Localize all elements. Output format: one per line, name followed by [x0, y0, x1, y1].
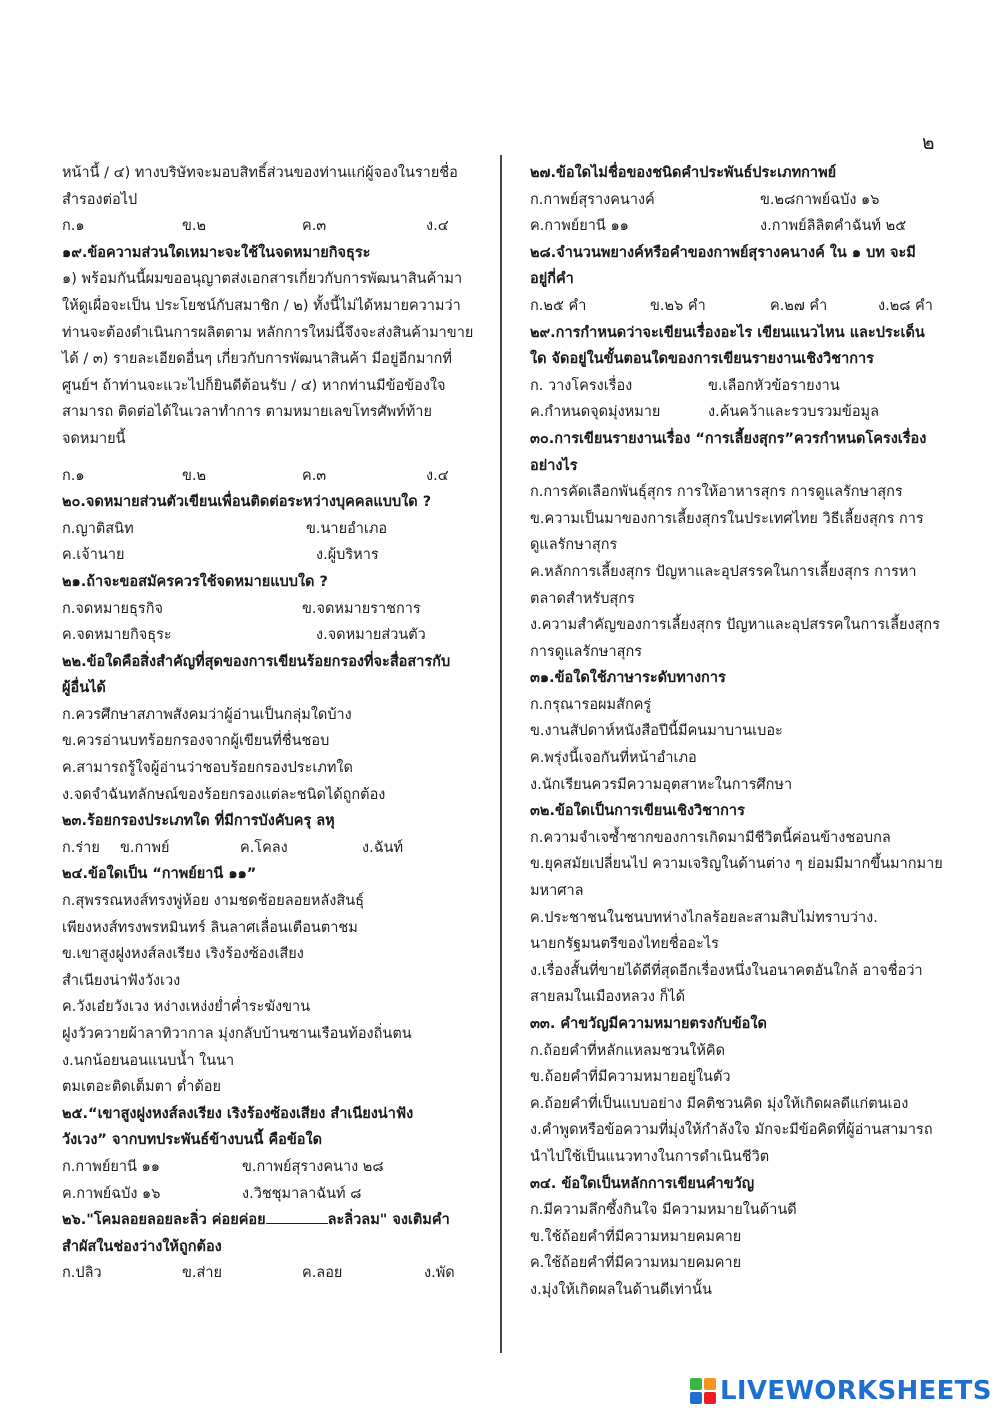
option[interactable]: ค.สามารถรู้ใจผู้อ่านว่าชอบร้อยกรองประเภทใด: [62, 760, 353, 777]
option[interactable]: ข.ควรอ่านบทร้อยกรองจากผู้เขียนที่ชื่นชอบ: [62, 733, 330, 750]
intro-options: [62, 213, 472, 240]
q32-option-text[interactable]: ข.ยุคสมัยเปลี่ยนไป ความเจริญในด้านต่าง ๆ ย่อมมีมากขึ้นมากมาย: [530, 856, 943, 873]
option[interactable]: ค.กาพย์ฉบัง ๑๖: [62, 1185, 161, 1202]
q21-options-row-1: [62, 596, 472, 623]
option[interactable]: ค.ลอย: [302, 1265, 343, 1282]
q19-text: จดหมายนี้: [62, 430, 126, 447]
question-30-cont: อย่างไร: [530, 457, 578, 474]
option[interactable]: ง.ฉันท์: [362, 839, 404, 856]
option[interactable]: ค.จดหมายกิจธุระ: [62, 627, 172, 644]
question-26-cont: สำผัสในช่องว่างให้ถูกต้อง: [62, 1238, 222, 1255]
question-34: ๓๔. ข้อใดเป็นหลักการเขียนคำขวัญ: [530, 1175, 755, 1192]
option[interactable]: ง.พัด: [424, 1265, 455, 1282]
option[interactable]: ข.๒: [182, 218, 207, 235]
q24-option-text: ฝูงวัวควายผ้าลาทิวากาล มุ่งกลับบ้านซานเรือนท้องถิ่นตน: [62, 1026, 412, 1042]
q32-option-text[interactable]: นายกรัฐมนตรีของไทยชื่ออะไร: [530, 936, 719, 953]
option[interactable]: ค.เจ้านาย: [62, 547, 125, 564]
q30-option-text[interactable]: ดูแลรักษาสุกร: [530, 537, 618, 554]
q24-option-text: ก.สุพรรณหงส์ทรงพู่ห้อย งามชดช้อยลอยหลังสินธุ์: [62, 893, 364, 910]
q20-options-row-1: [62, 516, 472, 543]
question-25: ๒๕.“เขาสูงฝูงหงส์ลงเรียง เริงร้องซ้องเสียง สำเนียงน่าฟัง: [62, 1105, 414, 1122]
option[interactable]: ก.๑: [62, 218, 85, 235]
option[interactable]: ข.นายอำเภอ: [306, 520, 388, 537]
question-22-cont: ผู้อื่นได้: [62, 680, 106, 697]
q24-option-text: ง.นกน้อยนอนแนบน้ำ ในนา: [62, 1052, 235, 1069]
option[interactable]: ข.กาพย์: [120, 839, 170, 856]
option[interactable]: ง.วิชชุมาลาฉันท์ ๘: [242, 1185, 362, 1202]
intro-line-2: สำรองต่อไป: [62, 191, 138, 208]
q33-option-text[interactable]: ข.ถ้อยคำที่มีความหมายอยู่ในตัว: [530, 1069, 731, 1086]
question-27: ๒๗.ข้อใดไม่ชื่อของชนิดคำประพันธ์ประเภทกาพย์: [530, 165, 837, 181]
option[interactable]: ก.กรุณารอผมสักครู่: [530, 696, 652, 713]
option[interactable]: ค.กำหนดจุดมุ่งหมาย: [530, 404, 661, 421]
option[interactable]: ข.งานสัปดาห์หนังสือปีนี้มีคนมาบานเบอะ: [530, 723, 783, 740]
option[interactable]: ง.จดจำฉันทลักษณ์ของร้อยกรองแต่ละชนิดได้ถูกต้อง: [62, 786, 386, 803]
option[interactable]: ข.เลือกหัวข้อรายงาน: [708, 377, 840, 394]
question-28: ๒๘.จำนวนพยางค์หรือคำของกาพย์สุรางคนางค์ ใน ๑ บท จะมี: [530, 244, 916, 261]
question-30: ๓๐.การเขียนรายงานเรื่อง “การเลี้ยงสุกร”ควรกำหนดโครงเรื่อง: [530, 430, 927, 447]
q19-text: ได้ / ๓) รายละเอียดอื่นๆ เกี่ยวกับการพัฒนาสินค้า มีอยู่อีกมากที่: [62, 351, 452, 368]
q33-option-text[interactable]: ง.คำพูดหรือข้อความที่มุ่งให้กำลังใจ มักจะมีข้อคิดที่ผู้อ่านสามารถ: [530, 1122, 933, 1139]
liveworksheets-logo-icon: [690, 1378, 716, 1404]
question-21: ๒๑.ถ้าจะขอสมัครควรใช้จดหมายแบบใด ?: [62, 573, 328, 590]
question-23: ๒๓.ร้อยกรองประเภทใด ที่มีการบังคับครุ ลหุ: [62, 813, 335, 830]
question-22: ๒๒.ข้อใดคือสิ่งสำคัญที่สุดของการเขียนร้อยกรองที่จะสื่อสารกับ: [62, 653, 451, 670]
q19-text: ๑) พร้อมกันนี้ผมขออนุญาตส่งเอกสารเกี่ยวกับการพัฒนาสินค้ามา: [62, 271, 463, 288]
q29-options-row-1: [530, 373, 945, 400]
q23-options: [62, 835, 472, 862]
option[interactable]: ข.กาพย์สุรางคนาง ๒๘: [242, 1158, 384, 1175]
question-26-text-cont: ละลิ่วลม" จงเติมคำ: [327, 1212, 450, 1229]
q30-option-text[interactable]: ค.หลักการเลี้ยงสุกร ปัญหาและอุปสรรคในการเลี้ยงสุกร การหา: [530, 563, 917, 580]
q28-options: [530, 293, 945, 320]
option[interactable]: ง.จดหมายส่วนตัว: [316, 627, 426, 644]
option[interactable]: ข.๒๖ คำ: [650, 297, 706, 314]
q30-option-text[interactable]: ตลาดสำหรับสุกร: [530, 590, 635, 607]
page-number: ๒: [922, 132, 935, 154]
q27-options-row-1: [530, 187, 945, 214]
intro-line-1: หน้านี้ / ๔) ทางบริษัทจะมอบสิทธิ์ส่วนของท่านแก่ผู้จองในรายชื่อ: [62, 165, 458, 181]
question-20: ๒๐.จดหมายส่วนตัวเขียนเพื่อนติดต่อระหว่างบุคคลแบบใด ?: [62, 494, 432, 511]
option[interactable]: ง.ค้นคว้าและรวบรวมข้อมูล: [708, 404, 879, 421]
option[interactable]: ก. วางโครงเรื่อง: [530, 377, 633, 394]
question-31: ๓๑.ข้อใดใช้ภาษาระดับทางการ: [530, 670, 726, 687]
q24-option-text: ตมเตอะติดเต็มตา ต่ำต้อย: [62, 1079, 221, 1096]
q24-option-text: ข.เขาสูงฝูงหงส์ลงเรียง เริงร้องซ้องเสียง: [62, 946, 304, 963]
option[interactable]: ค.โคลง: [240, 839, 288, 856]
option[interactable]: ค.พรุ่งนี้เจอกันที่หน้าอำเภอ: [530, 750, 697, 767]
logo-text: LIVEWORKSHEETS: [720, 1376, 992, 1406]
q19-text: ให้ดูเผื่อจะเป็น ประโยชน์กับสมาชิก / ๒) ทั้งนี้ไม่ได้หมายความว่า: [62, 297, 461, 314]
q19-text: ศูนย์ฯ ถ้าท่านจะแวะไปก็ยินดีต้อนรับ / ๔) หากท่านมีข้อข้องใจ: [62, 377, 446, 394]
option[interactable]: ก.๒๕ คำ: [530, 297, 587, 314]
q32-option-text[interactable]: ค.ประชาชนในชนบทห่างไกลร้อยละสามสิบไม่ทราบว่าง.: [530, 909, 878, 926]
option[interactable]: ข.ใช้ถ้อยคำที่มีความหมายคมคาย: [530, 1228, 742, 1245]
option[interactable]: ข.๒๘กาพย์ฉบัง ๑๖: [760, 191, 880, 208]
q19-text: ท่านจะต้องดำเนินการผลิตตาม หลักการใหม่นี้จึงจะส่งสินค้ามาขาย: [62, 324, 474, 341]
q30-option-text[interactable]: ง.ความสำคัญของการเลี้ยงสุกร ปัญหาและอุปสรรคในการเลี้ยงสุกร: [530, 617, 940, 634]
option[interactable]: ก.มีความลึกซึ้งกินใจ มีความหมายในด้านดี: [530, 1202, 797, 1219]
option[interactable]: ง.กาพย์ลิลิตคำฉันท์ ๒๕: [760, 218, 907, 235]
q33-option-text[interactable]: ก.ถ้อยคำที่หลักแหลมชวนให้คิด: [530, 1042, 725, 1059]
q32-option-text[interactable]: ง.เรื่องสั้นที่ขายได้ดีที่สุดอีกเรื่องหนึ่งในอนาคตอันใกล้ อาจชื่อว่า: [530, 962, 923, 979]
option[interactable]: ข.จดหมายราชการ: [302, 600, 421, 617]
option[interactable]: ค.๒๗ คำ: [770, 297, 828, 314]
question-19: ๑๙.ข้อความส่วนใดเหมาะจะใช้ในจดหมายกิจธุระ: [62, 244, 371, 261]
option[interactable]: ก.กาพย์สุรางคนางค์: [530, 191, 655, 208]
option[interactable]: ค.กาพย์ยานี ๑๑: [530, 218, 629, 235]
q19-options: [62, 463, 472, 490]
q27-options-row-2: [530, 213, 945, 240]
option[interactable]: ง.นักเรียนควรมีความอุตสาหะในการศึกษา: [530, 776, 793, 793]
left-column: [62, 160, 472, 1287]
option[interactable]: ข.๒: [182, 467, 207, 484]
question-32: ๓๒.ข้อใดเป็นการเขียนเชิงวิชาการ: [530, 803, 745, 820]
question-29-cont: ใด จัดอยู่ในขั้นตอนใดของการเขียนรายงานเชิงวิชาการ: [530, 351, 874, 368]
q32-option-text[interactable]: ก.ความจำเจซ้ำซากของการเกิดมามีชีวิตนี้ค่อนข้างชอบกล: [530, 829, 891, 846]
q30-option-text[interactable]: ข.ความเป็นมาของการเลี้ยงสุกรในประเทศไทย วิธีเลี้ยงสุกร การ: [530, 510, 924, 527]
question-26-text: ๒๖."โคมลอยลอยละลิ่ว ค่อยค่อย: [62, 1212, 266, 1229]
q32-option-text[interactable]: มหาศาล: [530, 883, 584, 900]
answer-blank[interactable]: [266, 1209, 328, 1224]
option[interactable]: ง.๒๘ คำ: [878, 297, 933, 314]
q24-option-text: ค.วังเอ๋ยวังเวง หง่างเหง่งย่ำค่ำระฆังขาน: [62, 999, 311, 1016]
q19-text: สามารถ ติดต่อได้ในเวลาทำการ ตามหมายเลขโทรศัพท์ท้าย: [62, 404, 432, 421]
q21-options-row-2: [62, 622, 472, 649]
question-26: [62, 1207, 472, 1234]
question-25-cont: วังเวง” จากบทประพันธ์ข้างบนนี้ คือข้อใด: [62, 1132, 322, 1149]
q33-option-text[interactable]: นำไปใช้เป็นแนวทางในการดำเนินชีวิต: [530, 1148, 770, 1165]
question-29: ๒๙.การกำหนดว่าจะเขียนเรื่องอะไร เขียนแนวไหน และประเด็น: [530, 324, 925, 341]
option[interactable]: ก.ควรศึกษาสภาพสังคมว่าผู้อ่านเป็นกลุ่มใดบ้าง: [62, 706, 352, 723]
q25-options-row-1: [62, 1154, 472, 1181]
q30-option-text[interactable]: ก.การคัดเลือกพันธุ์สุกร การให้อาหารสุกร การดูแลรักษาสุกร: [530, 484, 903, 501]
q33-option-text[interactable]: ค.ถ้อยคำที่เป็นแบบอย่าง มีคติชวนคิด มุ่งให้เกิดผลดีแก่ตนเอง: [530, 1095, 909, 1112]
option[interactable]: ก.ปลิว: [62, 1265, 102, 1282]
column-divider: [500, 155, 502, 1353]
q29-options-row-2: [530, 399, 945, 426]
option[interactable]: ก.จดหมายธุรกิจ: [62, 600, 163, 617]
option[interactable]: ก.กาพย์ยานี ๑๑: [62, 1158, 160, 1175]
q32-option-text[interactable]: สายลมในเมืองหลวง ก็ได้: [530, 989, 685, 1006]
option[interactable]: ง.ผู้บริหาร: [316, 547, 379, 564]
option[interactable]: ข.ส่าย: [182, 1265, 223, 1282]
option[interactable]: ก.ญาติสนิท: [62, 520, 134, 537]
question-33: ๓๓. คำขวัญมีความหมายตรงกับข้อใด: [530, 1016, 767, 1032]
option[interactable]: ง.๔: [426, 467, 449, 484]
option[interactable]: ค.๓: [302, 467, 327, 484]
question-28-cont: อยู่กี่คำ: [530, 271, 574, 288]
option[interactable]: ค.ใช้ถ้อยคำที่มีความหมายคมคาย: [530, 1255, 742, 1272]
q24-option-text: เพียงหงส์ทรงพรหมินทร์ ลินลาศเลื่อนเตือนตาชม: [62, 919, 358, 936]
option[interactable]: ง.๔: [426, 218, 449, 235]
option[interactable]: ก.๑: [62, 467, 85, 484]
q20-options-row-2: [62, 542, 472, 569]
liveworksheets-logo[interactable]: [690, 1376, 992, 1406]
question-24: ๒๔.ข้อใดเป็น “กาพย์ยานี ๑๑”: [62, 866, 257, 883]
option[interactable]: ค.๓: [302, 218, 327, 235]
option[interactable]: ก.ร่าย: [62, 839, 100, 856]
q26-options: [62, 1260, 472, 1287]
q25-options-row-2: [62, 1181, 472, 1208]
q30-option-text[interactable]: การดูแลรักษาสุกร: [530, 643, 643, 660]
option[interactable]: ง.มุ่งให้เกิดผลในด้านดีเท่านั้น: [530, 1281, 712, 1298]
q24-option-text: สำเนียงน่าฟังวังเวง: [62, 972, 181, 989]
right-column: [530, 160, 945, 1304]
